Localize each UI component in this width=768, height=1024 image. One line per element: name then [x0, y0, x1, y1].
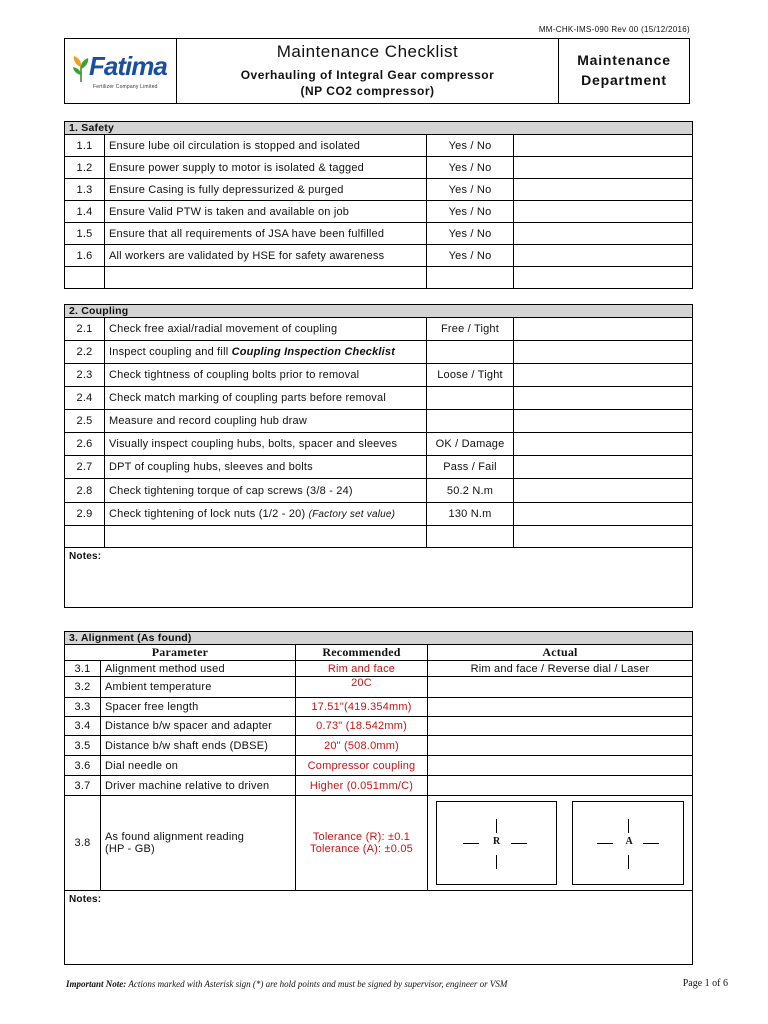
table-row — [65, 456, 693, 479]
actual-value[interactable]: Rim and face / Reverse dial / Laser — [428, 661, 693, 677]
item-option[interactable]: Free / Tight — [427, 318, 514, 341]
item-text-main: Check tightening of lock nuts (1/2 - 20) — [109, 508, 309, 520]
footer-note-text: Actions marked with Asterisk sign (*) are hold points and must be signed by supervisor, engineer or VSM — [126, 979, 508, 989]
header-recommended: Recommended — [296, 645, 428, 661]
item-text: Check tightness of coupling bolts prior to removal — [105, 364, 427, 387]
recommended-value: Higher (0.051mm/C) — [296, 776, 428, 796]
coupling-notes[interactable]: Notes: — [65, 548, 693, 608]
page-number: Page 1 of 6 — [682, 978, 728, 989]
table-row — [65, 318, 693, 341]
item-remarks[interactable] — [514, 318, 693, 341]
actual-value[interactable] — [428, 717, 693, 736]
item-option[interactable]: 50.2 N.m — [427, 479, 514, 503]
table-row — [65, 135, 693, 157]
item-text: Check match marking of coupling parts before removal — [105, 387, 427, 410]
company-logo — [65, 39, 177, 103]
recommended-value: 0.73" (18.542mm) — [296, 717, 428, 736]
item-text: Spacer free length — [101, 698, 296, 717]
item-option[interactable]: Yes / No — [427, 179, 514, 201]
item-number: 3.7 — [65, 776, 101, 796]
recommended-value: 20" (508.0mm) — [296, 736, 428, 756]
item-number: 1.2 — [65, 157, 105, 179]
section-title: 2. Coupling — [65, 305, 693, 318]
item-remarks[interactable] — [514, 456, 693, 479]
leaf-icon — [71, 55, 91, 83]
item-number: 3.5 — [65, 736, 101, 756]
department-line-1: Maintenance — [577, 52, 671, 68]
item-text: Check tightening torque of cap screws (3/8 - 24) — [105, 479, 427, 503]
table-row — [65, 157, 693, 179]
item-number: 1.6 — [65, 245, 105, 267]
item-text: Ensure lube oil circulation is stopped and isolated — [105, 135, 427, 157]
item-text: Ensure that all requirements of JSA have been fulfilled — [105, 223, 427, 245]
item-text: Ensure Valid PTW is taken and available on job — [105, 201, 427, 223]
item-remarks[interactable] — [514, 341, 693, 364]
recommended-value — [296, 796, 428, 891]
document-subtitle-2: (NP CO2 compressor) — [300, 84, 435, 98]
document-reference: MM-CHK-IMS-090 Rev 00 (15/12/2016) — [538, 25, 690, 34]
item-text-main: Inspect coupling and fill — [109, 346, 232, 358]
item-text-line-2: (HP - GB) — [105, 843, 155, 855]
table-row — [65, 698, 693, 717]
item-option[interactable]: Yes / No — [427, 201, 514, 223]
axial-label: A — [625, 836, 633, 847]
table-row — [65, 503, 693, 526]
item-number: 2.6 — [65, 433, 105, 456]
actual-value[interactable] — [428, 736, 693, 756]
title-block — [177, 39, 559, 103]
table-row — [65, 661, 693, 677]
item-text: Distance b/w spacer and adapter — [101, 717, 296, 736]
item-remarks[interactable] — [514, 201, 693, 223]
item-number: 3.8 — [65, 796, 101, 891]
item-remarks[interactable] — [514, 479, 693, 503]
recommended-value: 17.51"(419.354mm) — [296, 698, 428, 717]
actual-value[interactable] — [428, 698, 693, 717]
table-row — [65, 201, 693, 223]
item-text: Ensure power supply to motor is isolated & tagged — [105, 157, 427, 179]
item-remarks[interactable] — [514, 223, 693, 245]
table-row — [65, 179, 693, 201]
logo-tagline: Fertilizer Company Limited — [93, 84, 158, 90]
item-text: Ambient temperature — [101, 677, 296, 698]
item-option[interactable]: 130 N.m — [427, 503, 514, 526]
item-number: 2.3 — [65, 364, 105, 387]
item-number: 2.4 — [65, 387, 105, 410]
recommended-value: Rim and face — [296, 661, 428, 677]
logo-wordmark: Fatima — [89, 51, 167, 81]
item-option[interactable]: Pass / Fail — [427, 456, 514, 479]
actual-value[interactable] — [428, 776, 693, 796]
empty-row — [65, 526, 693, 548]
item-option[interactable]: Yes / No — [427, 223, 514, 245]
item-text: DPT of coupling hubs, sleeves and bolts — [105, 456, 427, 479]
table-row — [65, 341, 693, 364]
table-row — [65, 756, 693, 776]
item-text — [105, 341, 427, 364]
axial-dial-box[interactable] — [572, 801, 684, 885]
empty-row — [65, 267, 693, 289]
item-number: 2.5 — [65, 410, 105, 433]
item-number: 2.1 — [65, 318, 105, 341]
department-block — [559, 39, 689, 103]
item-number: 1.5 — [65, 223, 105, 245]
item-option[interactable]: OK / Damage — [427, 433, 514, 456]
item-number: 2.2 — [65, 341, 105, 364]
item-option[interactable] — [427, 387, 514, 410]
document-title: Maintenance Checklist — [276, 42, 459, 61]
item-number: 3.6 — [65, 756, 101, 776]
item-text: Dial needle on — [101, 756, 296, 776]
header-parameter: Parameter — [65, 645, 296, 661]
table-row — [65, 776, 693, 796]
table-row — [65, 223, 693, 245]
item-text: Visually inspect coupling hubs, bolts, spacer and sleeves — [105, 433, 427, 456]
linked-checklist: Coupling Inspection Checklist — [231, 346, 396, 358]
item-number: 2.7 — [65, 456, 105, 479]
item-number: 3.4 — [65, 717, 101, 736]
table-row — [65, 796, 693, 891]
item-text: Measure and record coupling hub draw — [105, 410, 427, 433]
tolerance-axial: Tolerance (A): ±0.05 — [310, 843, 413, 855]
item-text-line-1: As found alignment reading — [105, 831, 245, 843]
item-number: 1.4 — [65, 201, 105, 223]
item-number: 2.8 — [65, 479, 105, 503]
item-remarks[interactable] — [514, 364, 693, 387]
tolerance-rim: Tolerance (R): ±0.1 — [312, 831, 411, 843]
coupling-table — [64, 304, 693, 608]
item-text: Distance b/w shaft ends (DBSE) — [101, 736, 296, 756]
footer-note-label: Important Note: — [66, 979, 127, 989]
item-remarks[interactable] — [514, 433, 693, 456]
item-number: 3.2 — [65, 677, 101, 698]
item-remarks[interactable] — [514, 157, 693, 179]
item-remarks[interactable] — [514, 245, 693, 267]
item-remarks[interactable] — [514, 135, 693, 157]
table-row — [65, 736, 693, 756]
item-number: 1.1 — [65, 135, 105, 157]
column-headers — [65, 645, 693, 661]
item-number: 1.3 — [65, 179, 105, 201]
section-title: 3. Alignment (As found) — [65, 632, 693, 645]
alignment-table — [64, 631, 693, 965]
header — [64, 38, 690, 104]
table-row — [65, 387, 693, 410]
item-text: All workers are validated by HSE for safety awareness — [105, 245, 427, 267]
table-row — [65, 479, 693, 503]
item-text — [101, 796, 296, 891]
table-row — [65, 677, 693, 698]
actual-value[interactable] — [428, 677, 693, 698]
item-option[interactable] — [427, 410, 514, 433]
item-option[interactable]: Loose / Tight — [427, 364, 514, 387]
item-remarks[interactable] — [514, 410, 693, 433]
item-remarks[interactable] — [514, 179, 693, 201]
item-remarks[interactable] — [514, 387, 693, 410]
item-text: Driver machine relative to driven — [101, 776, 296, 796]
item-text — [105, 503, 427, 526]
table-row — [65, 245, 693, 267]
recommended-value: Compressor coupling — [296, 756, 428, 776]
section-title: 1. Safety — [65, 122, 693, 135]
item-remarks[interactable] — [514, 503, 693, 526]
header-actual: Actual — [428, 645, 693, 661]
item-text: Alignment method used — [101, 661, 296, 677]
actual-value[interactable] — [428, 756, 693, 776]
factory-note: (Factory set value) — [308, 509, 396, 520]
item-number: 3.3 — [65, 698, 101, 717]
item-text: Ensure Casing is fully depressurized & purged — [105, 179, 427, 201]
actual-value — [428, 796, 693, 891]
item-option[interactable]: Yes / No — [427, 157, 514, 179]
item-option[interactable] — [427, 341, 514, 364]
footer-note — [66, 979, 698, 989]
table-row — [65, 364, 693, 387]
item-number: 3.1 — [65, 661, 101, 677]
safety-table — [64, 121, 693, 289]
item-text: Check free axial/radial movement of coupling — [105, 318, 427, 341]
table-row — [65, 410, 693, 433]
rim-label: R — [493, 836, 501, 847]
table-row — [65, 717, 693, 736]
item-option[interactable]: Yes / No — [427, 135, 514, 157]
rim-dial-box[interactable] — [436, 801, 557, 885]
document-subtitle: Overhauling of Integral Gear compressor — [240, 68, 495, 82]
department-line-2: Department — [581, 72, 667, 88]
item-number: 2.9 — [65, 503, 105, 526]
recommended-value: 20C — [296, 677, 428, 698]
table-row — [65, 433, 693, 456]
alignment-notes[interactable]: Notes: — [65, 891, 693, 965]
item-option[interactable]: Yes / No — [427, 245, 514, 267]
